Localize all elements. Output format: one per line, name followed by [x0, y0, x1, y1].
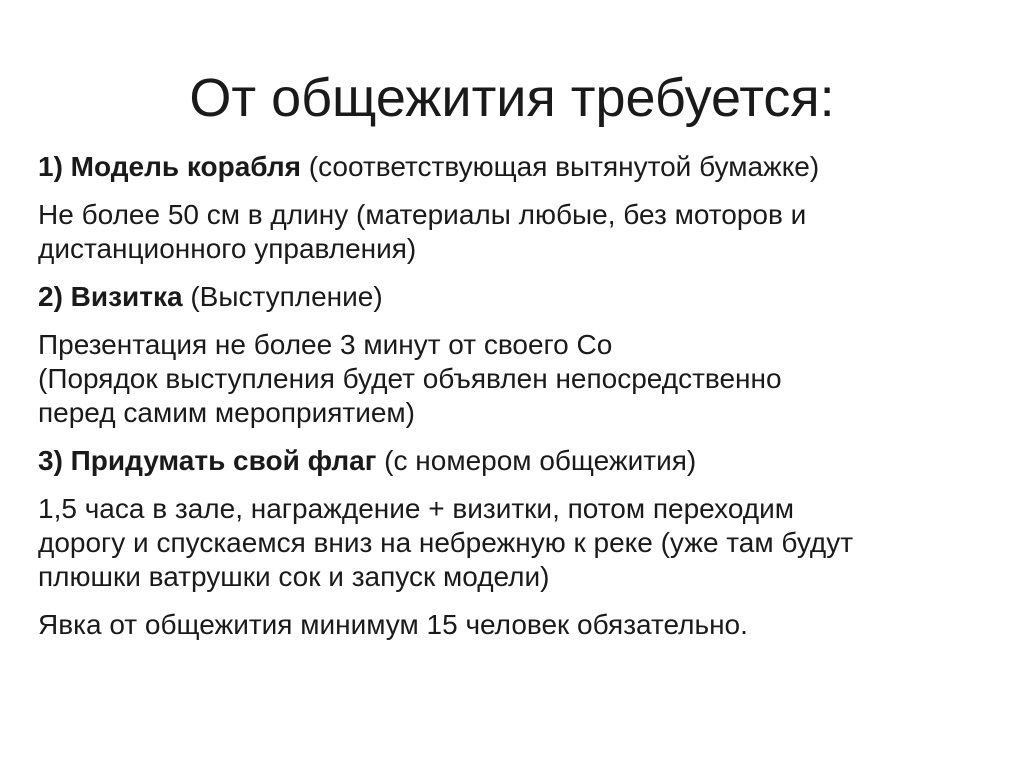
attendance-line: Явка от общежития минимум 15 человек обязательно. [38, 609, 748, 640]
item-flag-note: (с номером общежития) [376, 445, 697, 476]
attendance-note [38, 608, 998, 642]
item-ship-model-note: (соответствующая вытянутой бумажке) [301, 151, 820, 182]
schedule-line-3: плюшки ватрушки сок и запуск модели) [38, 561, 550, 592]
item-flag [38, 444, 998, 478]
business-card-details-line-1: Презентация не более 3 минут от своего Со [38, 329, 613, 360]
schedule-line-2: дорогу и спускаемся вниз на небрежную к реке (уже там будут [38, 527, 854, 558]
ship-model-details-line-2: дистанционного управления) [38, 233, 417, 264]
ship-model-details [38, 198, 998, 266]
item-business-card-line [38, 280, 998, 314]
item-flag-line [38, 444, 998, 478]
item-ship-model-label: 1) Модель корабля [38, 151, 302, 182]
item-business-card [38, 280, 998, 314]
item-flag-label: 3) Придумать свой флаг [38, 445, 377, 476]
business-card-details [38, 328, 998, 430]
business-card-details-line-2: (Порядок выступления будет объявлен непосредственно [38, 363, 782, 394]
item-business-card-label: 2) Визитка [38, 281, 183, 312]
item-ship-model [38, 150, 998, 184]
schedule-details [38, 492, 998, 594]
ship-model-details-line-1: Не более 50 см в длину (материалы любые, без моторов и [38, 199, 807, 230]
slide-title: От общежития требуется: [189, 68, 835, 128]
slide-content [38, 150, 998, 656]
item-ship-model-line [38, 150, 998, 184]
schedule-line-1: 1,5 часа в зале, награждение + визитки, потом переходим [38, 493, 794, 524]
item-business-card-note: (Выступление) [182, 281, 383, 312]
business-card-details-line-3: перед самим мероприятием) [38, 397, 415, 428]
